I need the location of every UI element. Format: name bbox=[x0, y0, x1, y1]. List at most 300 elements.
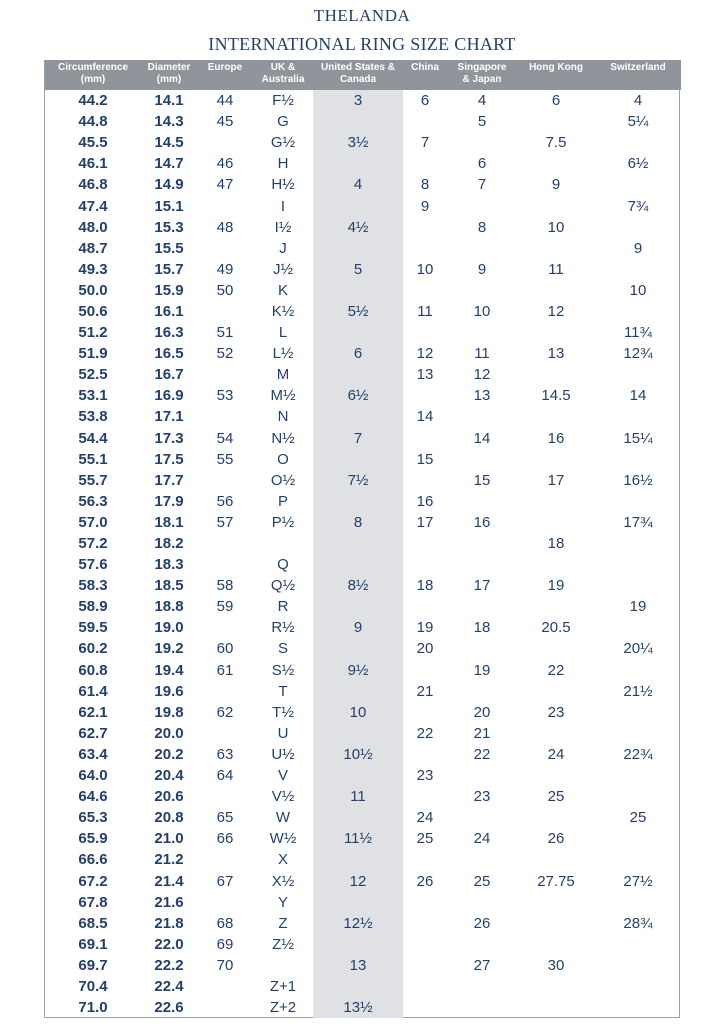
table-row bbox=[45, 913, 681, 934]
table-row bbox=[45, 976, 681, 997]
cell-circumference: 70.4 bbox=[78, 977, 108, 995]
cell-diameter: 21.8 bbox=[154, 914, 184, 932]
header-uk-australia-line-1: UK & bbox=[270, 62, 296, 73]
cell-uk-australia: G bbox=[277, 113, 289, 131]
table-row bbox=[45, 385, 681, 406]
cell-uk-australia: R½ bbox=[271, 619, 295, 637]
cell-diameter: 22.2 bbox=[154, 956, 184, 974]
table-row bbox=[45, 575, 681, 596]
cell-circumference: 48.7 bbox=[78, 239, 108, 257]
cell-diameter: 14.1 bbox=[154, 92, 184, 110]
cell-circumference: 58.9 bbox=[78, 598, 108, 616]
cell-circumference: 45.5 bbox=[78, 134, 108, 152]
cell-singapore-japan: 13 bbox=[473, 387, 491, 405]
cell-hong-kong: 25 bbox=[547, 788, 565, 806]
cell-china: 10 bbox=[416, 260, 434, 278]
table-row bbox=[45, 174, 681, 195]
cell-europe: 67 bbox=[216, 872, 234, 890]
cell-singapore-japan: 10 bbox=[473, 302, 491, 320]
cell-hong-kong: 17 bbox=[547, 471, 565, 489]
table-row bbox=[45, 195, 681, 216]
cell-europe: 46 bbox=[216, 155, 234, 173]
table-row bbox=[45, 870, 681, 891]
table-row bbox=[45, 217, 681, 238]
cell-circumference: 69.7 bbox=[78, 956, 108, 974]
cell-diameter: 18.5 bbox=[154, 577, 184, 595]
table-row bbox=[45, 617, 681, 638]
cell-europe: 69 bbox=[216, 935, 234, 953]
cell-europe: 68 bbox=[216, 914, 234, 932]
cell-europe: 61 bbox=[216, 661, 234, 679]
cell-diameter: 16.5 bbox=[154, 345, 184, 363]
cell-uk-australia: S bbox=[277, 640, 288, 658]
cell-diameter: 14.9 bbox=[154, 176, 184, 194]
cell-china: 13 bbox=[416, 366, 434, 384]
ring-size-table bbox=[44, 60, 680, 1018]
cell-diameter: 21.6 bbox=[154, 893, 184, 911]
cell-hong-kong: 18 bbox=[547, 535, 565, 553]
cell-uk-australia: M½ bbox=[270, 387, 296, 405]
table-row bbox=[45, 449, 681, 470]
cell-circumference: 57.6 bbox=[78, 556, 108, 574]
cell-switzerland: 19 bbox=[629, 598, 647, 616]
cell-us-canada: 8½ bbox=[347, 577, 369, 595]
cell-uk-australia: L½ bbox=[272, 345, 294, 363]
cell-singapore-japan: 8 bbox=[477, 218, 487, 236]
cell-europe: 58 bbox=[216, 577, 234, 595]
cell-uk-australia: R bbox=[277, 598, 289, 616]
cell-diameter: 17.9 bbox=[154, 492, 184, 510]
cell-china: 17 bbox=[416, 513, 434, 531]
header-us-canada bbox=[313, 60, 403, 90]
header-us-canada-line-1: United States & bbox=[321, 62, 395, 73]
cell-uk-australia: I bbox=[280, 197, 286, 215]
header-uk-australia-line-2: Australia bbox=[261, 74, 305, 85]
cell-europe: 63 bbox=[216, 745, 234, 763]
header-singapore-japan bbox=[447, 60, 517, 90]
cell-hong-kong: 7.5 bbox=[545, 134, 567, 152]
cell-singapore-japan: 12 bbox=[473, 366, 491, 384]
cell-singapore-japan: 21 bbox=[473, 724, 491, 742]
cell-uk-australia: K bbox=[277, 281, 288, 299]
table-body bbox=[45, 90, 681, 1018]
table-header bbox=[45, 60, 681, 90]
cell-switzerland: 14 bbox=[629, 387, 647, 405]
cell-circumference: 60.2 bbox=[78, 640, 108, 658]
cell-circumference: 55.1 bbox=[78, 450, 108, 468]
cell-diameter: 19.6 bbox=[154, 682, 184, 700]
cell-europe: 45 bbox=[216, 113, 234, 131]
cell-us-canada: 13½ bbox=[343, 999, 373, 1017]
cell-hong-kong: 13 bbox=[547, 345, 565, 363]
cell-singapore-japan: 25 bbox=[473, 872, 491, 890]
cell-china: 12 bbox=[416, 345, 434, 363]
cell-switzerland: 5¼ bbox=[627, 113, 649, 131]
cell-switzerland: 21½ bbox=[623, 682, 653, 700]
cell-uk-australia: Y bbox=[277, 893, 288, 911]
cell-switzerland: 22¾ bbox=[623, 745, 653, 763]
cell-uk-australia: Z bbox=[278, 914, 288, 932]
cell-diameter: 22.6 bbox=[154, 999, 184, 1017]
table-row bbox=[45, 533, 681, 554]
cell-hong-kong: 6 bbox=[551, 92, 561, 110]
cell-switzerland: 15¼ bbox=[623, 429, 653, 447]
cell-singapore-japan: 4 bbox=[477, 92, 487, 110]
cell-diameter: 18.8 bbox=[154, 598, 184, 616]
cell-diameter: 17.7 bbox=[154, 471, 184, 489]
header-hong-kong-line-1: Hong Kong bbox=[529, 62, 583, 73]
cell-uk-australia: J bbox=[279, 239, 287, 257]
cell-diameter: 16.7 bbox=[154, 366, 184, 384]
cell-diameter: 21.0 bbox=[154, 830, 184, 848]
cell-circumference: 61.4 bbox=[78, 682, 108, 700]
cell-switzerland: 11¾ bbox=[623, 324, 653, 342]
cell-europe: 65 bbox=[216, 809, 234, 827]
cell-uk-australia: W bbox=[275, 809, 291, 827]
cell-circumference: 55.7 bbox=[78, 471, 108, 489]
cell-us-canada: 6½ bbox=[347, 387, 369, 405]
cell-diameter: 17.1 bbox=[154, 408, 184, 426]
cell-china: 16 bbox=[416, 492, 434, 510]
cell-china: 22 bbox=[416, 724, 434, 742]
cell-us-canada: 5½ bbox=[347, 302, 369, 320]
cell-uk-australia: T bbox=[278, 682, 288, 700]
header-switzerland bbox=[595, 60, 681, 90]
cell-uk-australia: L bbox=[278, 324, 288, 342]
cell-singapore-japan: 7 bbox=[477, 176, 487, 194]
cell-uk-australia: G½ bbox=[270, 134, 296, 152]
header-europe bbox=[197, 60, 253, 90]
cell-singapore-japan: 20 bbox=[473, 703, 491, 721]
header-us-canada-line-2: Canada bbox=[339, 74, 377, 85]
cell-diameter: 19.2 bbox=[154, 640, 184, 658]
cell-europe: 64 bbox=[216, 767, 234, 785]
header-china bbox=[403, 60, 447, 90]
cell-europe: 53 bbox=[216, 387, 234, 405]
cell-singapore-japan: 15 bbox=[473, 471, 491, 489]
cell-diameter: 14.5 bbox=[154, 134, 184, 152]
cell-singapore-japan: 17 bbox=[473, 577, 491, 595]
cell-uk-australia: Q½ bbox=[270, 577, 296, 595]
cell-uk-australia: I½ bbox=[274, 218, 292, 236]
cell-circumference: 49.3 bbox=[78, 260, 108, 278]
cell-diameter: 16.1 bbox=[154, 302, 184, 320]
cell-us-canada: 6 bbox=[353, 345, 363, 363]
cell-switzerland: 25 bbox=[629, 809, 647, 827]
cell-hong-kong: 10 bbox=[547, 218, 565, 236]
cell-uk-australia: U½ bbox=[271, 745, 295, 763]
cell-singapore-japan: 14 bbox=[473, 429, 491, 447]
cell-us-canada: 3 bbox=[353, 92, 363, 110]
cell-us-canada: 5 bbox=[353, 260, 363, 278]
table-row bbox=[45, 660, 681, 681]
cell-circumference: 68.5 bbox=[78, 914, 108, 932]
cell-europe: 47 bbox=[216, 176, 234, 194]
cell-uk-australia: T½ bbox=[272, 703, 294, 721]
cell-circumference: 57.0 bbox=[78, 513, 108, 531]
cell-uk-australia: S½ bbox=[271, 661, 295, 679]
cell-singapore-japan: 19 bbox=[473, 661, 491, 679]
table-row bbox=[45, 744, 681, 765]
cell-uk-australia: V bbox=[277, 767, 288, 785]
table-row bbox=[45, 259, 681, 280]
cell-hong-kong: 23 bbox=[547, 703, 565, 721]
cell-switzerland: 9 bbox=[633, 239, 643, 257]
cell-circumference: 57.2 bbox=[78, 535, 108, 553]
cell-diameter: 20.6 bbox=[154, 788, 184, 806]
cell-europe: 49 bbox=[216, 260, 234, 278]
cell-diameter: 20.2 bbox=[154, 745, 184, 763]
cell-uk-australia: M bbox=[276, 366, 290, 384]
cell-circumference: 64.6 bbox=[78, 788, 108, 806]
cell-singapore-japan: 11 bbox=[474, 345, 490, 363]
brand-title: THELANDA bbox=[313, 6, 411, 25]
cell-singapore-japan: 24 bbox=[473, 830, 491, 848]
cell-circumference: 63.4 bbox=[78, 745, 108, 763]
cell-switzerland: 10 bbox=[629, 281, 647, 299]
cell-china: 11 bbox=[417, 302, 433, 320]
cell-circumference: 44.8 bbox=[78, 113, 108, 131]
cell-diameter: 18.1 bbox=[154, 513, 184, 531]
cell-circumference: 50.0 bbox=[78, 281, 108, 299]
cell-uk-australia: Z+1 bbox=[269, 977, 297, 995]
table-row bbox=[45, 322, 681, 343]
cell-uk-australia: H bbox=[277, 155, 289, 173]
table-row bbox=[45, 406, 681, 427]
cell-circumference: 64.0 bbox=[78, 767, 108, 785]
cell-singapore-japan: 6 bbox=[477, 155, 487, 173]
cell-uk-australia: U bbox=[277, 724, 289, 742]
cell-us-canada: 4 bbox=[353, 176, 363, 194]
cell-circumference: 51.2 bbox=[78, 324, 108, 342]
cell-china: 7 bbox=[420, 134, 430, 152]
table-row bbox=[45, 638, 681, 659]
cell-circumference: 71.0 bbox=[78, 999, 108, 1017]
cell-circumference: 67.8 bbox=[78, 893, 108, 911]
cell-europe: 70 bbox=[216, 956, 234, 974]
cell-circumference: 56.3 bbox=[78, 492, 108, 510]
cell-us-canada: 7 bbox=[353, 429, 363, 447]
header-singapore-japan-line-2: & Japan bbox=[462, 74, 502, 85]
cell-us-canada: 12 bbox=[349, 872, 367, 890]
cell-china: 23 bbox=[416, 767, 434, 785]
table-row bbox=[45, 512, 681, 533]
table-row bbox=[45, 470, 681, 491]
table-row bbox=[45, 849, 681, 870]
table-row bbox=[45, 955, 681, 976]
cell-switzerland: 20¼ bbox=[623, 640, 653, 658]
cell-circumference: 53.8 bbox=[78, 408, 108, 426]
cell-diameter: 15.5 bbox=[154, 239, 184, 257]
cell-diameter: 19.4 bbox=[154, 661, 184, 679]
header-diameter-line-2: (mm) bbox=[156, 74, 182, 85]
cell-singapore-japan: 18 bbox=[473, 619, 491, 637]
cell-diameter: 22.0 bbox=[154, 935, 184, 953]
chart-title: INTERNATIONAL RING SIZE CHART bbox=[208, 34, 516, 54]
cell-diameter: 18.3 bbox=[154, 556, 184, 574]
header-europe-line-1: Europe bbox=[207, 62, 243, 73]
cell-singapore-japan: 26 bbox=[473, 914, 491, 932]
cell-circumference: 60.8 bbox=[78, 661, 108, 679]
cell-circumference: 65.3 bbox=[78, 809, 108, 827]
table-row bbox=[45, 90, 681, 111]
cell-china: 8 bbox=[420, 176, 430, 194]
cell-china: 9 bbox=[420, 197, 430, 215]
cell-switzerland: 27½ bbox=[623, 872, 653, 890]
cell-diameter: 20.8 bbox=[154, 809, 184, 827]
cell-china: 14 bbox=[416, 408, 434, 426]
cell-circumference: 50.6 bbox=[78, 302, 108, 320]
cell-europe: 55 bbox=[216, 450, 234, 468]
cell-europe: 50 bbox=[216, 281, 234, 299]
cell-diameter: 15.7 bbox=[154, 260, 184, 278]
table-row bbox=[45, 997, 681, 1018]
cell-circumference: 46.1 bbox=[78, 155, 108, 173]
header-switzerland-line-1: Switzerland bbox=[610, 62, 666, 73]
cell-china: 20 bbox=[416, 640, 434, 658]
cell-switzerland: 7¾ bbox=[627, 197, 649, 215]
cell-europe: 52 bbox=[216, 345, 234, 363]
table-row bbox=[45, 596, 681, 617]
table-row bbox=[45, 364, 681, 385]
cell-hong-kong: 14.5 bbox=[541, 387, 571, 405]
cell-circumference: 54.4 bbox=[78, 429, 108, 447]
table-row bbox=[45, 111, 681, 132]
cell-hong-kong: 16 bbox=[547, 429, 565, 447]
cell-hong-kong: 30 bbox=[547, 956, 565, 974]
cell-us-canada: 9½ bbox=[347, 661, 369, 679]
cell-diameter: 17.3 bbox=[154, 429, 184, 447]
table-row bbox=[45, 428, 681, 449]
cell-hong-kong: 9 bbox=[551, 176, 561, 194]
cell-uk-australia: K½ bbox=[271, 302, 295, 320]
table-row bbox=[45, 786, 681, 807]
cell-circumference: 66.6 bbox=[78, 851, 108, 869]
cell-uk-australia: X½ bbox=[271, 872, 295, 890]
cell-us-canada: 11½ bbox=[343, 830, 373, 848]
header-diameter bbox=[141, 60, 197, 90]
cell-us-canada: 9 bbox=[353, 619, 363, 637]
cell-uk-australia: P½ bbox=[271, 513, 295, 531]
cell-uk-australia: H½ bbox=[271, 176, 295, 194]
cell-europe: 54 bbox=[216, 429, 234, 447]
cell-diameter: 19.0 bbox=[154, 619, 184, 637]
cell-circumference: 51.9 bbox=[78, 345, 108, 363]
table-row bbox=[45, 301, 681, 322]
cell-singapore-japan: 9 bbox=[477, 260, 487, 278]
header-circumference bbox=[45, 60, 141, 90]
cell-europe: 60 bbox=[216, 640, 234, 658]
cell-us-canada: 4½ bbox=[347, 218, 369, 236]
cell-circumference: 69.1 bbox=[78, 935, 108, 953]
cell-circumference: 52.5 bbox=[78, 366, 108, 384]
header-china-line-1: China bbox=[411, 62, 439, 73]
cell-europe: 56 bbox=[216, 492, 234, 510]
cell-us-canada: 11 bbox=[350, 788, 366, 806]
cell-china: 15 bbox=[416, 450, 434, 468]
cell-china: 19 bbox=[416, 619, 434, 637]
cell-diameter: 14.7 bbox=[154, 155, 184, 173]
cell-diameter: 15.9 bbox=[154, 281, 184, 299]
cell-china: 26 bbox=[416, 872, 434, 890]
cell-diameter: 15.1 bbox=[154, 197, 184, 215]
table-row bbox=[45, 153, 681, 174]
table-row bbox=[45, 807, 681, 828]
cell-diameter: 15.3 bbox=[154, 218, 184, 236]
table-row bbox=[45, 828, 681, 849]
header-singapore-japan-line-1: Singapore bbox=[457, 62, 507, 73]
cell-diameter: 20.4 bbox=[154, 767, 184, 785]
cell-china: 21 bbox=[416, 682, 434, 700]
table-row bbox=[45, 892, 681, 913]
table-row bbox=[45, 238, 681, 259]
cell-china: 6 bbox=[420, 92, 430, 110]
cell-singapore-japan: 23 bbox=[473, 788, 491, 806]
table-row bbox=[45, 723, 681, 744]
cell-europe: 66 bbox=[216, 830, 234, 848]
cell-circumference: 58.3 bbox=[78, 577, 108, 595]
cell-us-canada: 12½ bbox=[343, 914, 373, 932]
cell-circumference: 47.4 bbox=[78, 197, 108, 215]
cell-diameter: 14.3 bbox=[154, 113, 184, 131]
cell-diameter: 17.5 bbox=[154, 450, 184, 468]
cell-circumference: 53.1 bbox=[78, 387, 108, 405]
cell-circumference: 65.9 bbox=[78, 830, 108, 848]
cell-us-canada: 7½ bbox=[347, 471, 369, 489]
table-row bbox=[45, 343, 681, 364]
cell-uk-australia: Z½ bbox=[272, 935, 294, 953]
table-row bbox=[45, 491, 681, 512]
header-circumference-line-2: (mm) bbox=[80, 74, 106, 85]
cell-uk-australia: N½ bbox=[271, 429, 295, 447]
cell-uk-australia: O½ bbox=[270, 471, 296, 489]
cell-circumference: 62.7 bbox=[78, 724, 108, 742]
header-hong-kong bbox=[517, 60, 595, 90]
cell-diameter: 20.0 bbox=[154, 724, 184, 742]
header-uk-australia bbox=[253, 60, 313, 90]
cell-uk-australia: O bbox=[277, 450, 289, 468]
cell-europe: 51 bbox=[216, 324, 234, 342]
cell-us-canada: 10 bbox=[349, 703, 367, 721]
table-row bbox=[45, 132, 681, 153]
cell-europe: 59 bbox=[216, 598, 234, 616]
cell-singapore-japan: 22 bbox=[473, 745, 491, 763]
cell-diameter: 16.9 bbox=[154, 387, 184, 405]
cell-us-canada: 10½ bbox=[343, 745, 373, 763]
cell-circumference: 67.2 bbox=[78, 872, 108, 890]
cell-uk-australia: Q bbox=[277, 556, 289, 574]
cell-uk-australia: F½ bbox=[272, 92, 294, 110]
cell-uk-australia: X bbox=[277, 851, 288, 869]
cell-circumference: 48.0 bbox=[78, 218, 108, 236]
cell-singapore-japan: 5 bbox=[477, 113, 487, 131]
cell-hong-kong: 27.75 bbox=[537, 872, 575, 890]
cell-diameter: 18.2 bbox=[154, 535, 184, 553]
cell-switzerland: 6½ bbox=[627, 155, 649, 173]
cell-circumference: 44.2 bbox=[78, 92, 108, 110]
cell-circumference: 46.8 bbox=[78, 176, 108, 194]
cell-us-canada: 13 bbox=[349, 956, 367, 974]
table-row bbox=[45, 280, 681, 301]
cell-diameter: 16.3 bbox=[154, 324, 184, 342]
cell-hong-kong: 24 bbox=[547, 745, 565, 763]
cell-diameter: 21.2 bbox=[154, 851, 184, 869]
cell-circumference: 62.1 bbox=[78, 703, 108, 721]
cell-hong-kong: 22 bbox=[547, 661, 565, 679]
cell-hong-kong: 11 bbox=[548, 260, 564, 278]
cell-switzerland: 16½ bbox=[623, 471, 653, 489]
table-row bbox=[45, 554, 681, 575]
